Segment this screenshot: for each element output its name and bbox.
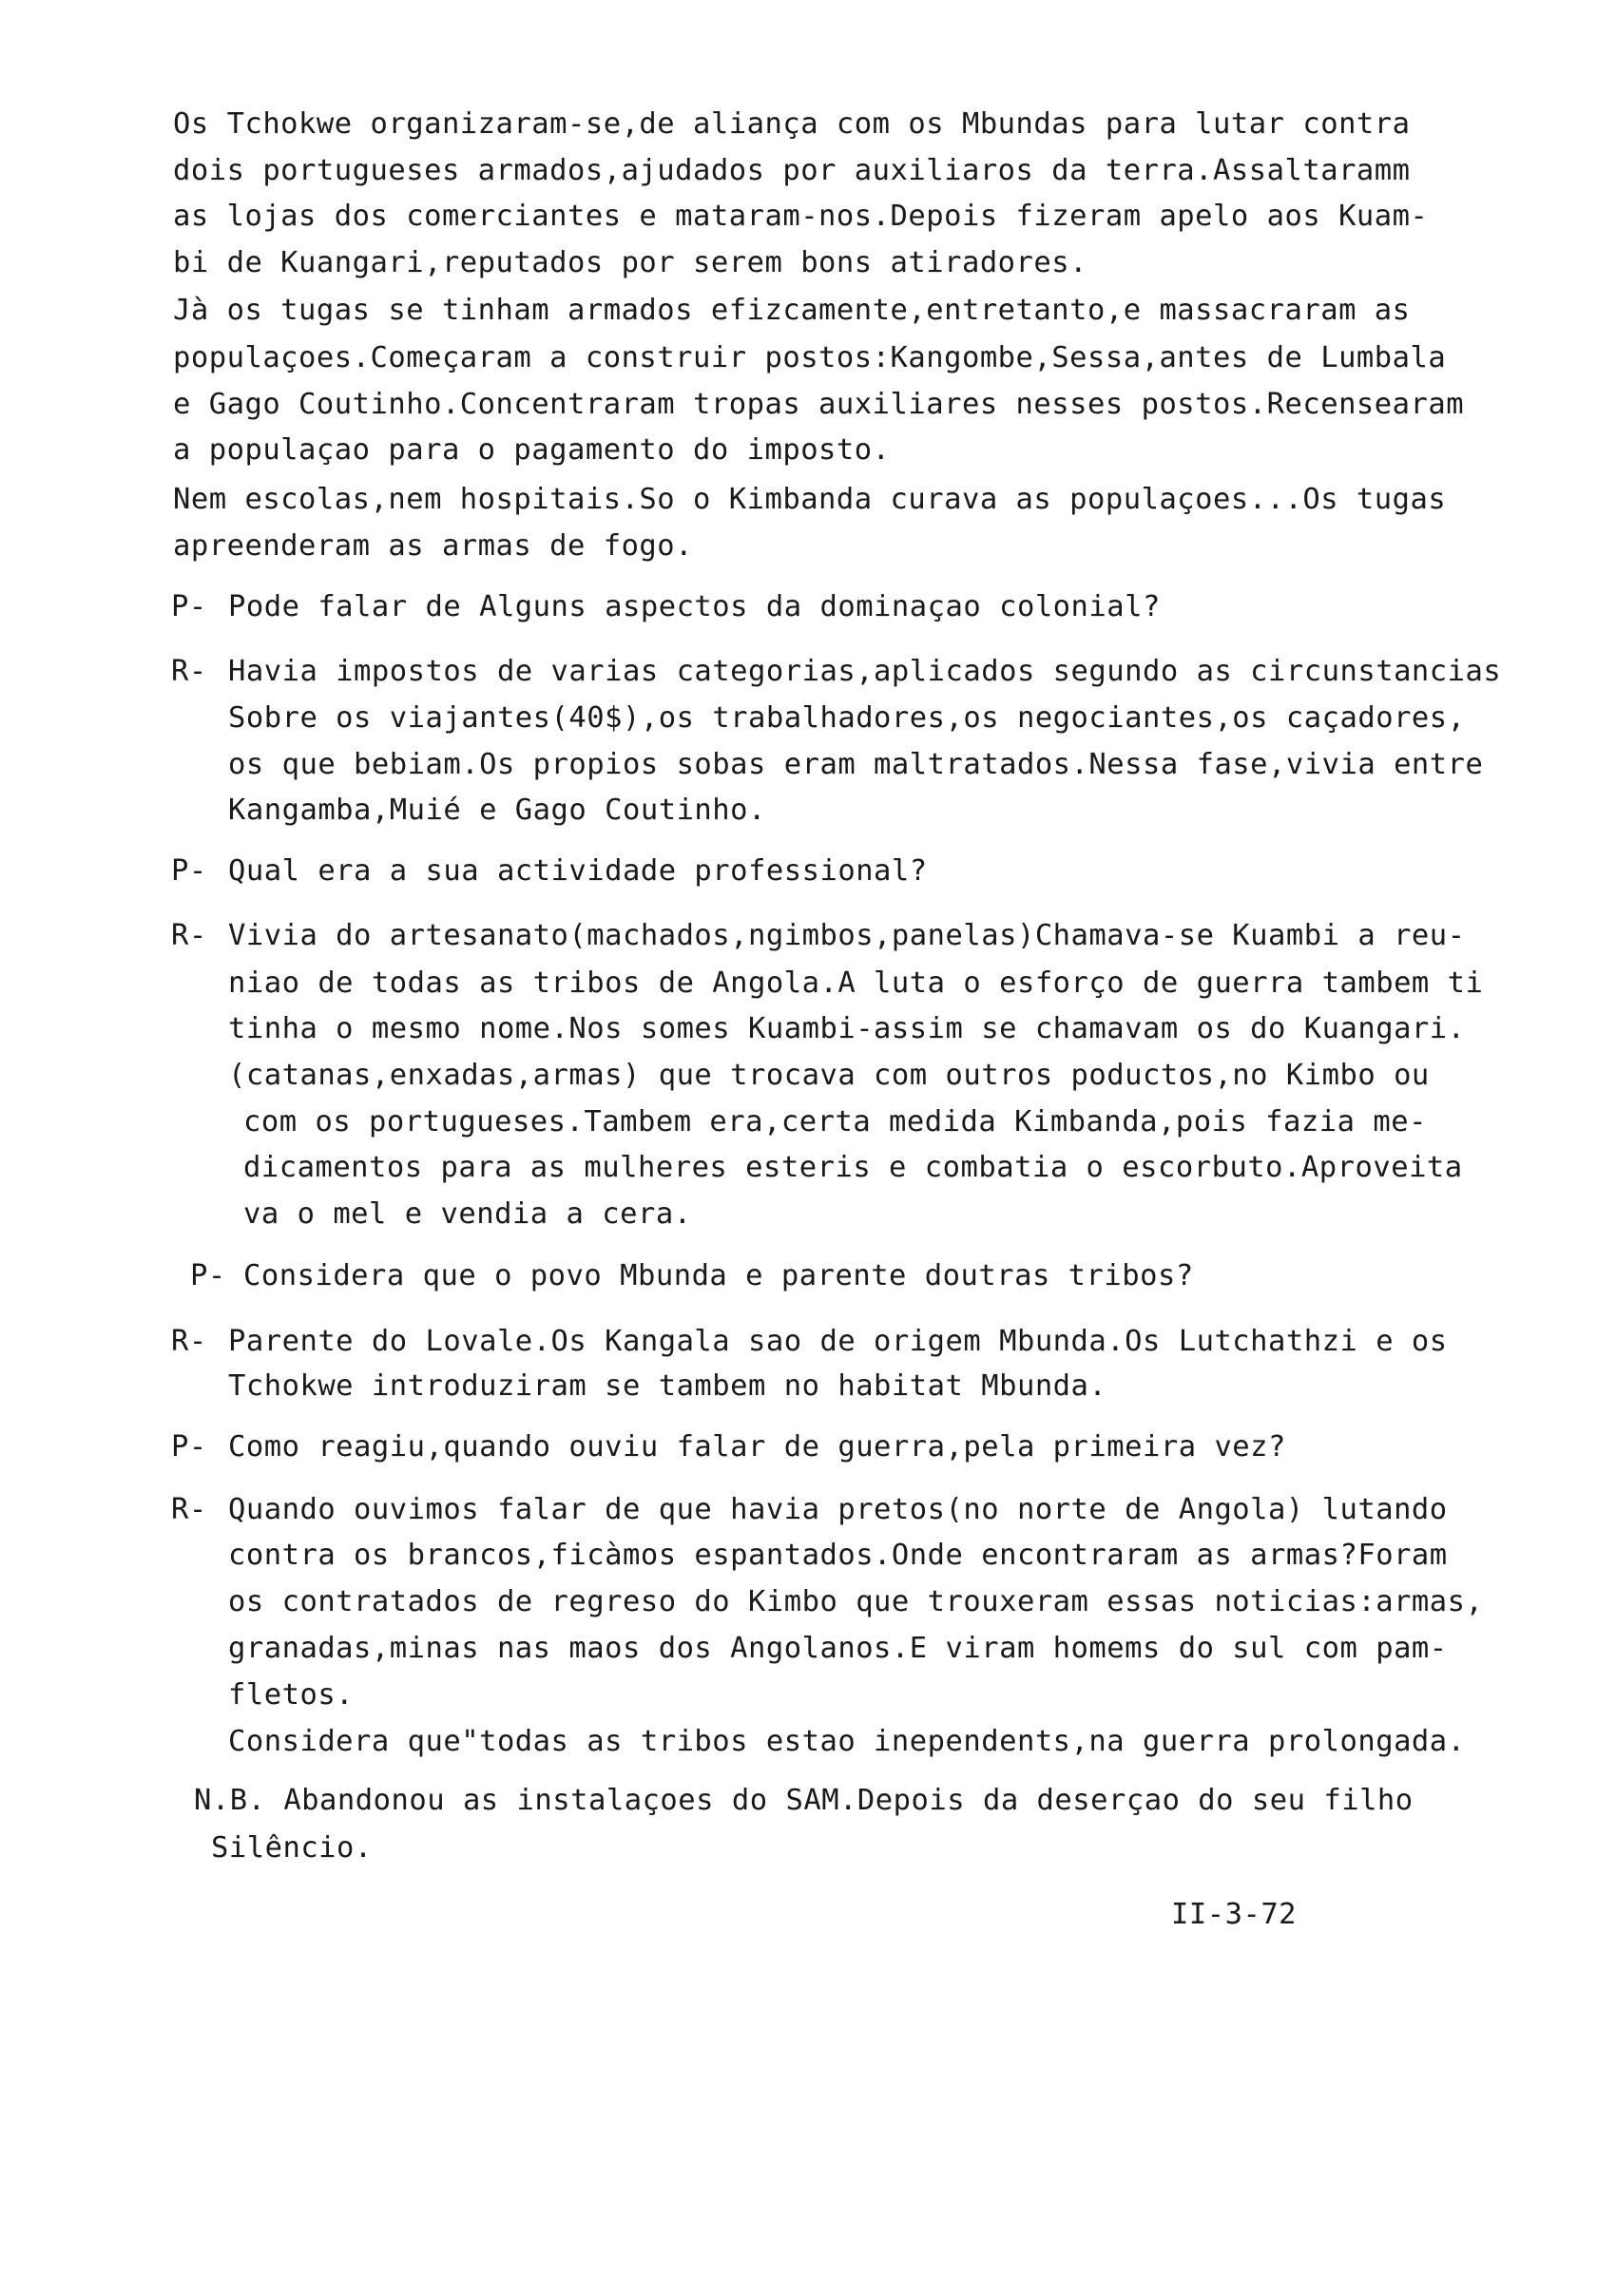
question-marker: P- <box>171 854 207 888</box>
intro-line: Nem escolas,nem hospitais.So o Kimbanda curava as populaçoes...Os tugas <box>173 483 1447 516</box>
answer-marker: R- <box>171 1493 207 1526</box>
answer-marker: R- <box>171 655 207 688</box>
intro-line: Jà os tugas se tinham armados efizcamente,entretanto,e massacraram as <box>173 294 1411 327</box>
question-text: Pode falar de Alguns aspectos da dominaçao colonial? <box>228 590 1161 623</box>
answer-line: os contratados de regreso do Kimbo que trouxeram essas noticias:armas, <box>228 1585 1484 1618</box>
intro-line: apreenderam as armas de fogo. <box>173 529 694 563</box>
intro-line: e Gago Coutinho.Concentraram tropas auxiliares nesses postos.Recensearam <box>173 388 1465 421</box>
question-marker: P- <box>190 1259 226 1292</box>
intro-line: Os Tchokwe organizaram-se,de aliança com os Mbundas para lutar contra <box>173 107 1411 141</box>
question-text: Qual era a sua actividade professional? <box>228 854 928 888</box>
answer-line: fletos. <box>228 1678 355 1712</box>
intro-line: dois portugueses armados,ajudados por auxiliaros da terra.Assaltaramm <box>173 154 1411 187</box>
answer-line: dicamentos para as mulheres esteris e combatia o escorbuto.Aproveita <box>243 1151 1463 1184</box>
note-line: Silêncio. <box>211 1831 373 1865</box>
answer-line: tinha o mesmo nome.Nos somes Kuambi-assim se chamavam os do Kuangari. <box>228 1012 1466 1045</box>
intro-line: populaçoes.Começaram a construir postos:Kangombe,Sessa,antes de Lumbala <box>173 341 1447 374</box>
answer-line: os que bebiam.Os propios sobas eram maltratados.Nessa fase,vivia entre <box>228 748 1484 781</box>
question-text: Considera que o povo Mbunda e parente doutras tribos? <box>243 1259 1194 1292</box>
intro-line: bi de Kuangari,reputados por serem bons atiradores. <box>173 246 1087 279</box>
answer-line: Considera que"todas as tribos estao inependents,na guerra prolongada. <box>228 1725 1466 1758</box>
answer-line: va o mel e vendia a cera. <box>243 1197 692 1231</box>
answer-line: Sobre os viajantes(40$),os trabalhadores,os negociantes,os caçadores, <box>228 701 1466 735</box>
intro-line: a populaçao para o pagamento do imposto. <box>173 433 891 467</box>
answer-line: Parente do Lovale.Os Kangala sao de origem Mbunda.Os Lutchathzi e os <box>228 1325 1448 1358</box>
answer-line: Quando ouvimos falar de que havia pretos(no norte de Angola) lutando <box>228 1493 1448 1526</box>
answer-marker: R- <box>171 1325 207 1358</box>
answer-line: granadas,minas nas maos dos Angolanos.E viram homems do sul com pam- <box>228 1632 1448 1665</box>
document-date: II-3-72 <box>1171 1898 1298 1931</box>
answer-line: com os portugueses.Tambem era,certa medida Kimbanda,pois fazia me- <box>243 1105 1427 1138</box>
answer-line: niao de todas as tribos de Angola.A luta o esforço de guerra tambem ti <box>228 966 1484 1000</box>
answer-line: Vivia do artesanato(machados,ngimbos,panelas)Chamava-se Kuambi a reu- <box>228 919 1466 952</box>
answer-line: (catanas,enxadas,armas) que trocava com outros poductos,no Kimbo ou <box>228 1059 1430 1092</box>
question-marker: P- <box>171 590 207 623</box>
question-text: Como reagiu,quando ouviu falar de guerra,pela primeira vez? <box>228 1430 1286 1464</box>
question-marker: P- <box>171 1430 207 1464</box>
answer-line: Havia impostos de varias categorias,aplicados segundo as circunstancias <box>228 655 1502 688</box>
note-line: N.B. Abandonou as instalaçoes do SAM.Depois da deserçao do seu filho <box>194 1784 1414 1817</box>
answer-line: Kangamba,Muié e Gago Coutinho. <box>228 794 766 827</box>
answer-line: contra os brancos,ficàmos espantados.Onde encontraram as armas?Foram <box>228 1539 1448 1572</box>
intro-line: as lojas dos comerciantes e mataram-nos.Depois fizeram apelo aos Kuam- <box>173 200 1429 233</box>
answer-marker: R- <box>171 919 207 952</box>
answer-line: Tchokwe introduziram se tambem no habitat Mbunda. <box>228 1369 1107 1403</box>
